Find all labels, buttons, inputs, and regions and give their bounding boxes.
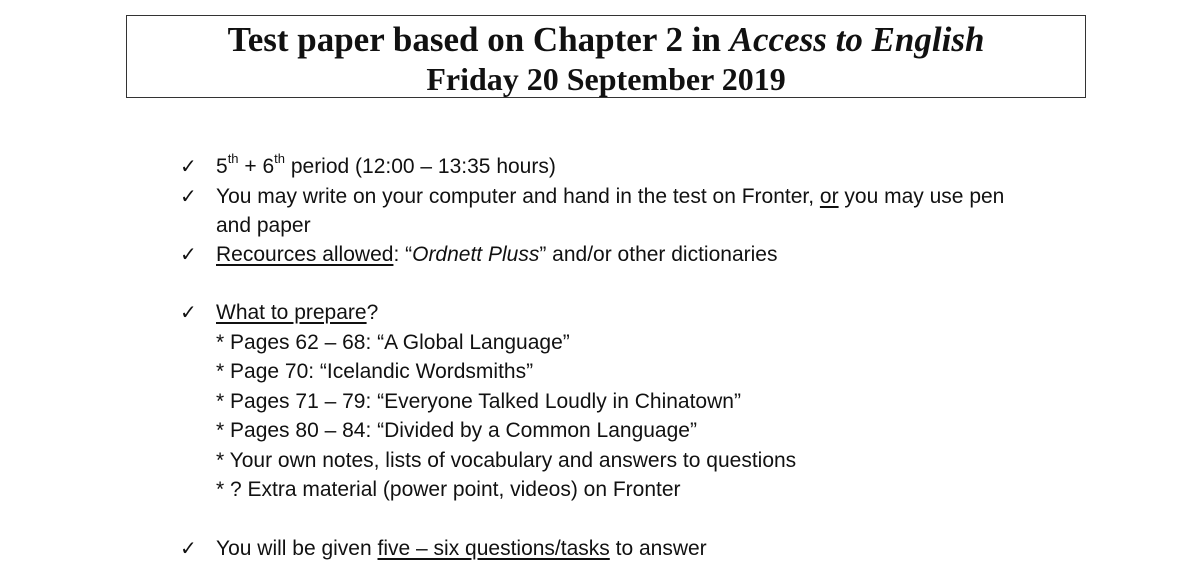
period-text: 5th + 6th period (12:00 – 13:35 hours) (216, 151, 556, 178)
resources-label: Recources allowed (216, 243, 394, 266)
prepare-text: What to prepare? (216, 301, 379, 324)
computer-text-continued: and paper (216, 214, 311, 237)
computer-text: You may write on your computer and hand in the test on Fronter, or you may use pen (216, 185, 1005, 208)
checkmark-icon: ✓ (180, 536, 197, 560)
document-date: Friday 20 September 2019 (426, 61, 786, 97)
checkmark-icon: ✓ (180, 184, 197, 208)
checkmark-icon: ✓ (180, 154, 197, 178)
title-book-name: Access to English (729, 20, 985, 59)
checkmark-icon: ✓ (180, 300, 197, 324)
resources-text: Recources allowed: “Ordnett Pluss” and/or other dictionaries (216, 243, 778, 266)
prepare-item: * Pages 71 – 79: “Everyone Talked Loudly in Chinatown” (216, 390, 741, 413)
title-prefix: Test paper based on Chapter 2 in (227, 20, 730, 59)
dictionary-name: Ordnett Pluss (412, 243, 540, 266)
questions-count: five – six questions/tasks (377, 537, 610, 560)
prepare-item: * Page 70: “Icelandic Wordsmiths” (216, 360, 534, 383)
checkmark-icon: ✓ (180, 242, 197, 266)
prepare-item: * Your own notes, lists of vocabulary and answers to questions (216, 449, 797, 472)
questions-text: You will be given five – six questions/tasks to answer (216, 537, 707, 560)
prepare-item: * ? Extra material (power point, videos) on Fronter (216, 478, 681, 501)
or-underlined: or (819, 185, 839, 208)
prepare-label: What to prepare (216, 301, 367, 324)
prepare-item: * Pages 62 – 68: “A Global Language” (216, 331, 570, 354)
prepare-item: * Pages 80 – 84: “Divided by a Common Language” (216, 419, 697, 442)
